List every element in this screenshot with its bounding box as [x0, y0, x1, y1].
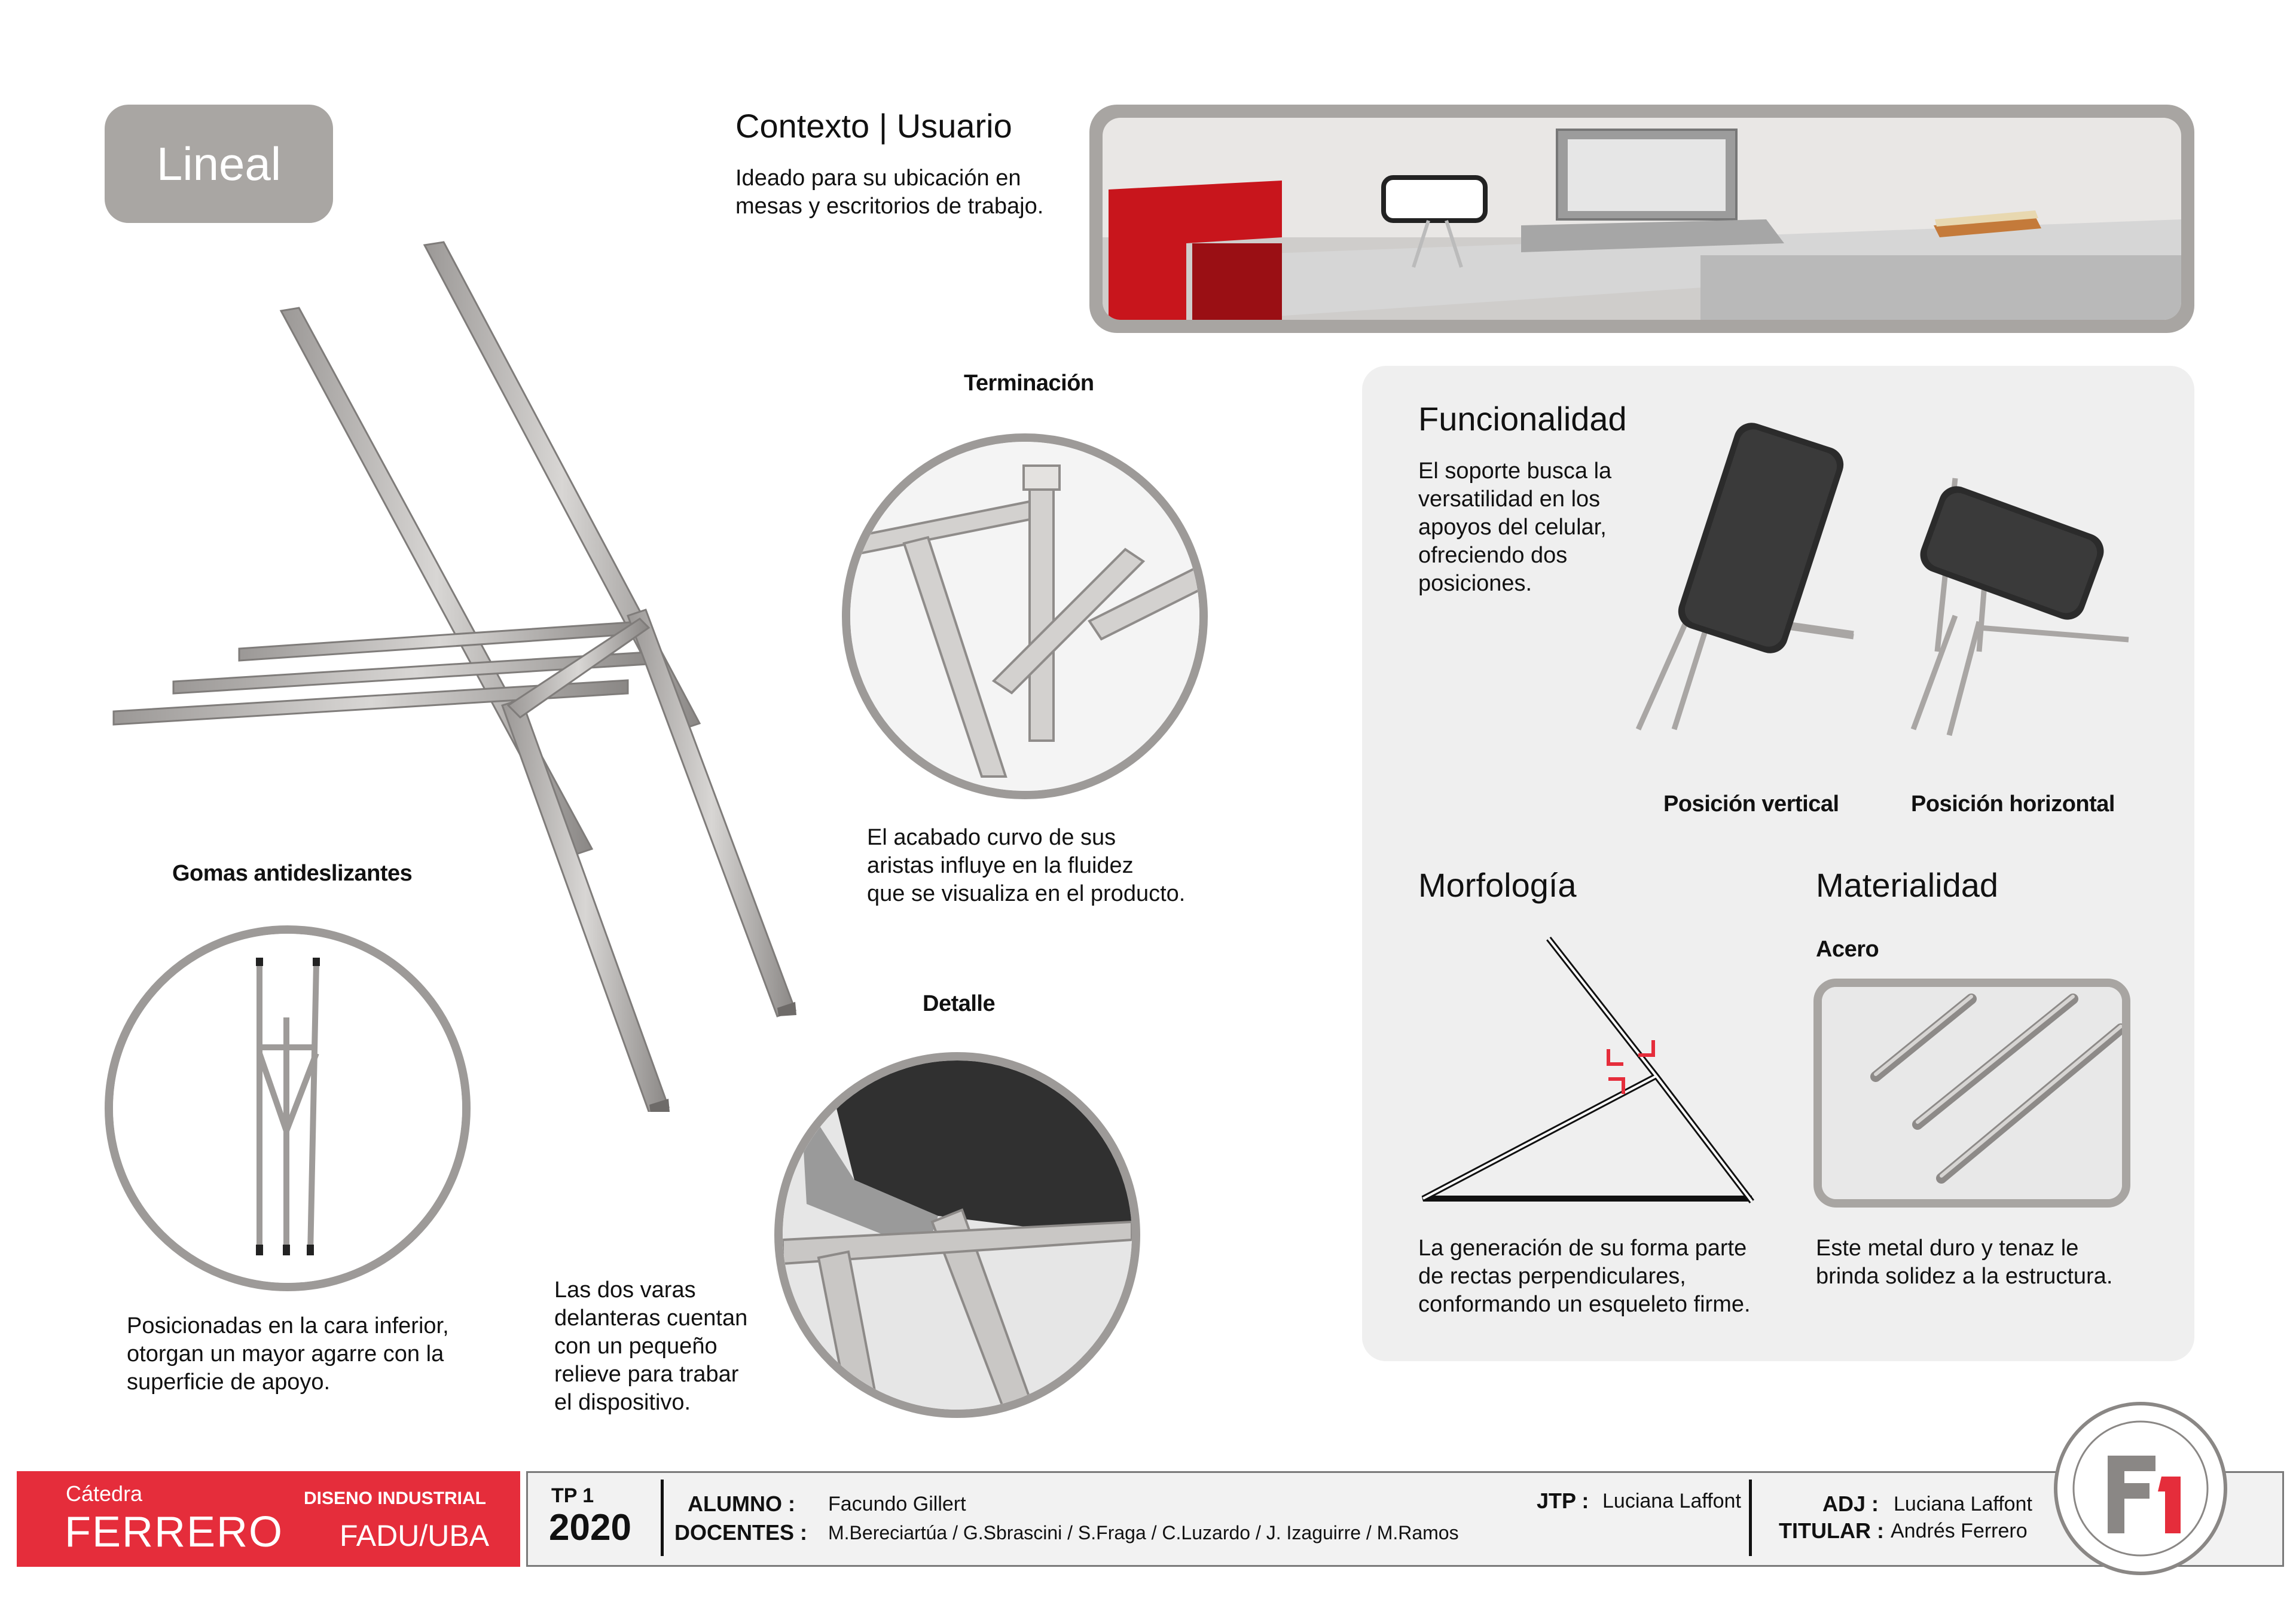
jtp-name: Luciana Laffont: [1602, 1490, 1741, 1512]
footer-info-bar: [526, 1471, 2284, 1567]
docentes-names: M.Bereciartúa / G.Sbrascini / S.Fraga / C.Luzardo / J. Izaguirre / M.Ramos: [828, 1522, 1459, 1543]
ferrero-logo: FERRERO: [65, 1508, 284, 1556]
context-scene-image: [1103, 118, 2181, 320]
posicion-horizontal-label: Posición horizontal: [1911, 791, 2115, 817]
catedra-label: Cátedra: [66, 1481, 143, 1506]
terminacion-label: Terminación: [964, 371, 1094, 396]
f1-seal-logo: [2051, 1399, 2230, 1578]
gomas-detail-image: [113, 934, 462, 1283]
tp-label: TP 1: [551, 1484, 594, 1507]
morfologia-title: Morfología: [1418, 866, 1577, 904]
alumno-label: ALUMNO :: [688, 1491, 795, 1516]
gomas-label: Gomas antideslizantes: [172, 861, 413, 886]
acero-material-image: [1822, 987, 2122, 1199]
terminacion-detail-circle: [842, 433, 1208, 799]
detalle-detail-circle: [774, 1052, 1140, 1418]
detalle-text: Las dos varas delanteras cuentan con un pequeño relieve para trabar el dispositivo.: [554, 1277, 748, 1415]
materialidad-text: Este metal duro y tenaz le brinda solidez a la estructura.: [1816, 1236, 2113, 1289]
gomas-detail-circle: [105, 925, 471, 1291]
titular-label: TITULAR :: [1779, 1518, 1884, 1543]
alumno-name: Facundo Gillert: [828, 1493, 966, 1515]
acero-label: Acero: [1816, 937, 1879, 962]
docentes-label: DOCENTES :: [674, 1520, 808, 1545]
footer-divider: [661, 1480, 664, 1556]
fadu-uba-label: FADU/UBA: [340, 1519, 490, 1552]
horizontal-position-render: [1901, 472, 2135, 741]
terminacion-detail-image: [850, 442, 1199, 791]
morfologia-diagram: [1417, 933, 1758, 1208]
contexto-title: Contexto | Usuario: [735, 107, 1012, 145]
context-image-frame: [1089, 105, 2194, 333]
diseno-industrial-label: DISENO INDUSTRIAL: [304, 1488, 487, 1508]
morfologia-text: La generación de su forma parte de rectas perpendiculares, conformando un esqueleto firme.: [1418, 1236, 1751, 1317]
lineal-badge: Lineal: [105, 105, 333, 223]
adj-label: ADJ :: [1822, 1491, 1879, 1516]
jtp-label: JTP :: [1537, 1488, 1589, 1513]
terminacion-text: El acabado curvo de sus aristas influye en la fluidez que se visualiza en el producto.: [867, 825, 1186, 906]
funcionalidad-text: El soporte busca la versatilidad en los apoyos del celular, ofreciendo dos posiciones.: [1418, 459, 1612, 596]
funcionalidad-title: Funcionalidad: [1418, 400, 1627, 438]
titular-name: Andrés Ferrero: [1891, 1520, 2028, 1542]
year-label: 2020: [549, 1507, 631, 1548]
footer-divider-2: [1749, 1480, 1752, 1556]
posicion-vertical-label: Posición vertical: [1663, 791, 1839, 817]
vertical-position-render: [1620, 418, 1871, 741]
acero-image-frame: [1813, 979, 2130, 1208]
gomas-text: Posicionadas en la cara inferior, otorgan un mayor agarre con la superficie de apoyo.: [127, 1313, 449, 1395]
adj-name: Luciana Laffont: [1894, 1493, 2032, 1515]
materialidad-title: Materialidad: [1816, 866, 1999, 904]
detalle-label: Detalle: [923, 991, 996, 1016]
detalle-detail-image: [783, 1060, 1132, 1410]
contexto-text: Ideado para su ubicación en mesas y escritorios de trabajo.: [735, 166, 1044, 219]
